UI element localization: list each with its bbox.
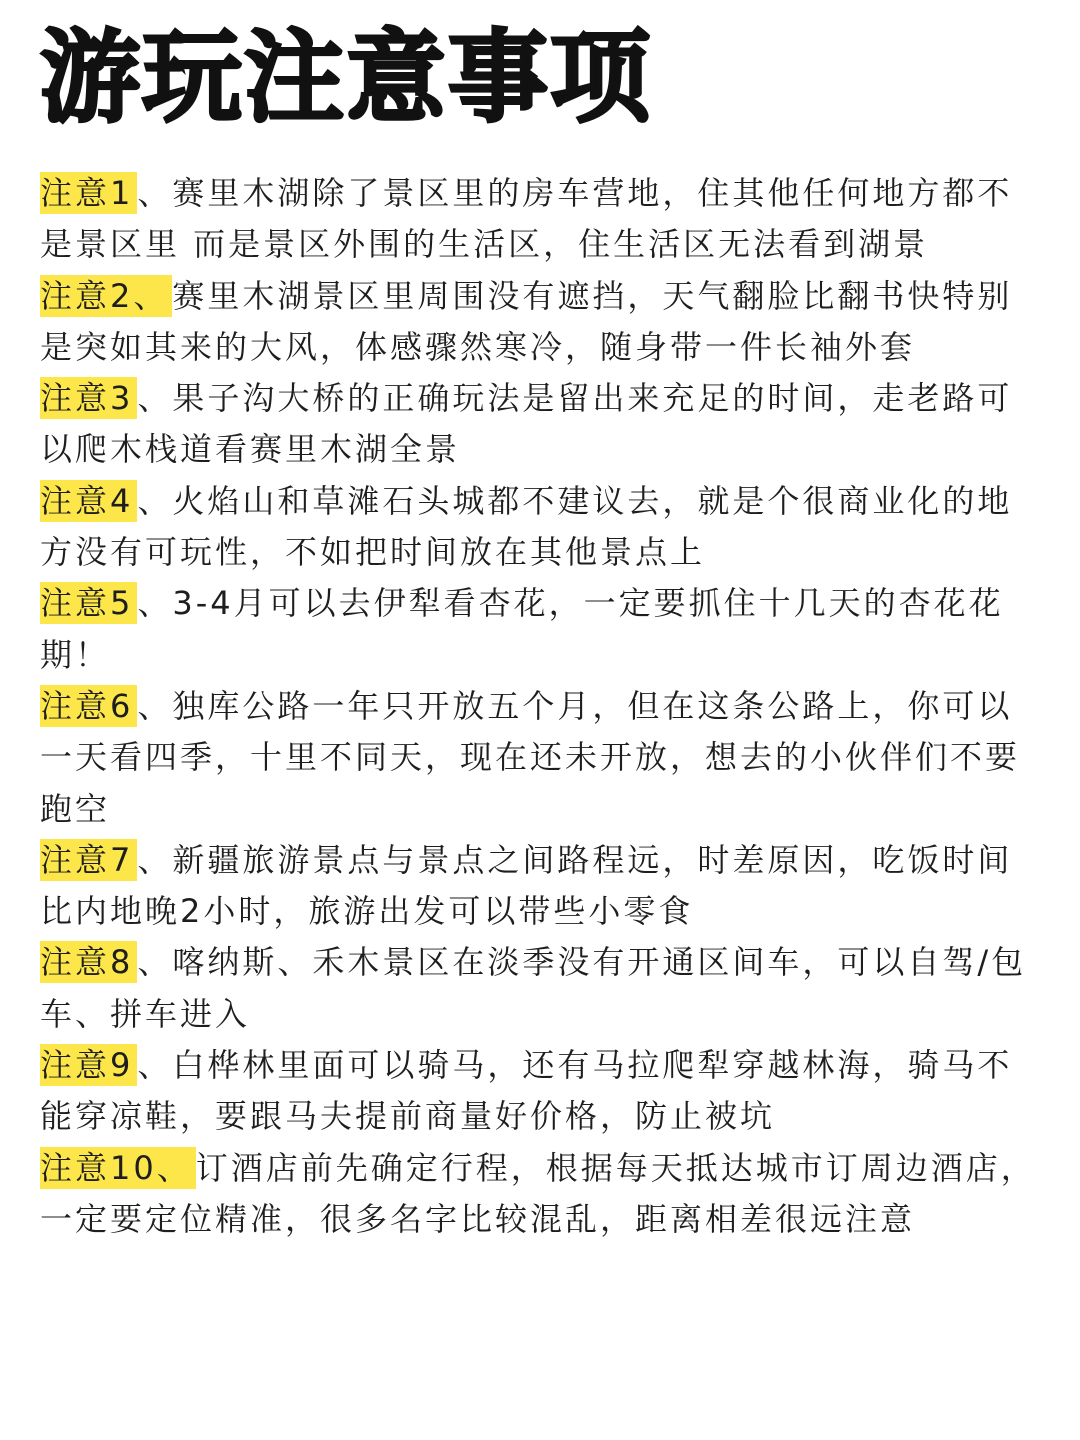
note-label: 注意4 <box>40 480 137 522</box>
note-item-9 <box>40 1040 1040 1143</box>
note-item-6 <box>40 681 1040 835</box>
note-text: 、赛里木湖除了景区里的房车营地，住其他任何地方都不是景区里 而是景区外围的生活区，住生活区无法看到湖景 <box>40 174 1013 264</box>
note-label: 注意6 <box>40 685 137 727</box>
note-text: 赛里木湖景区里周围没有遮挡，天气翻脸比翻书快特别是突如其来的大风，体感骤然寒冷，随身带一件长袖外套 <box>40 276 1013 366</box>
note-text: 订酒店前先确定行程，根据每天抵达城市订周边酒店，一定要定位精准，很多名字比较混乱，距离相差很远注意 <box>40 1148 1036 1238</box>
note-item-7 <box>40 835 1040 938</box>
note-label: 注意2、 <box>40 275 172 317</box>
page-title: 游玩注意事项 <box>40 19 652 136</box>
note-item-5 <box>40 578 1040 681</box>
note-item-8 <box>40 937 1040 1040</box>
note-text: 、3-4月可以去伊犁看杏花，一定要抓住十几天的杏花花期！ <box>40 584 1004 674</box>
note-label: 注意10、 <box>40 1147 196 1189</box>
note-label: 注意5 <box>40 582 137 624</box>
note-item-4 <box>40 476 1040 579</box>
note-text: 、白桦林里面可以骑马，还有马拉爬犁穿越林海，骑马不能穿凉鞋，要跟马夫提前商量好价格，防止被坑 <box>40 1046 1013 1136</box>
note-label: 注意1 <box>40 172 137 214</box>
note-text: 、独库公路一年只开放五个月，但在这条公路上，你可以一天看四季，十里不同天，现在还未开放，想去的小伙伴们不要跑空 <box>40 686 1021 828</box>
note-item-3 <box>40 373 1040 476</box>
note-label: 注意3 <box>40 377 137 419</box>
note-text: 、喀纳斯、禾木景区在淡季没有开通区间车，可以自驾/包车、拼车进入 <box>40 943 1027 1033</box>
note-label: 注意8 <box>40 941 137 983</box>
note-text: 、火焰山和草滩石头城都不建议去，就是个很商业化的地方没有可玩性，不如把时间放在其他景点上 <box>40 481 1013 572</box>
note-text: 、新疆旅游景点与景点之间路程远，时差原因，吃饭时间比内地晚2小时，旅游出发可以带些小零食 <box>40 840 1013 931</box>
note-label: 注意9 <box>40 1044 137 1086</box>
note-label: 注意7 <box>40 839 137 881</box>
note-item-2 <box>40 271 1040 374</box>
note-item-1 <box>40 168 1040 271</box>
note-item-10 <box>40 1143 1040 1246</box>
notes-list <box>40 168 1040 1245</box>
note-text: 、果子沟大桥的正确玩法是留出来充足的时间，走老路可以爬木栈道看赛里木湖全景 <box>40 379 1013 469</box>
